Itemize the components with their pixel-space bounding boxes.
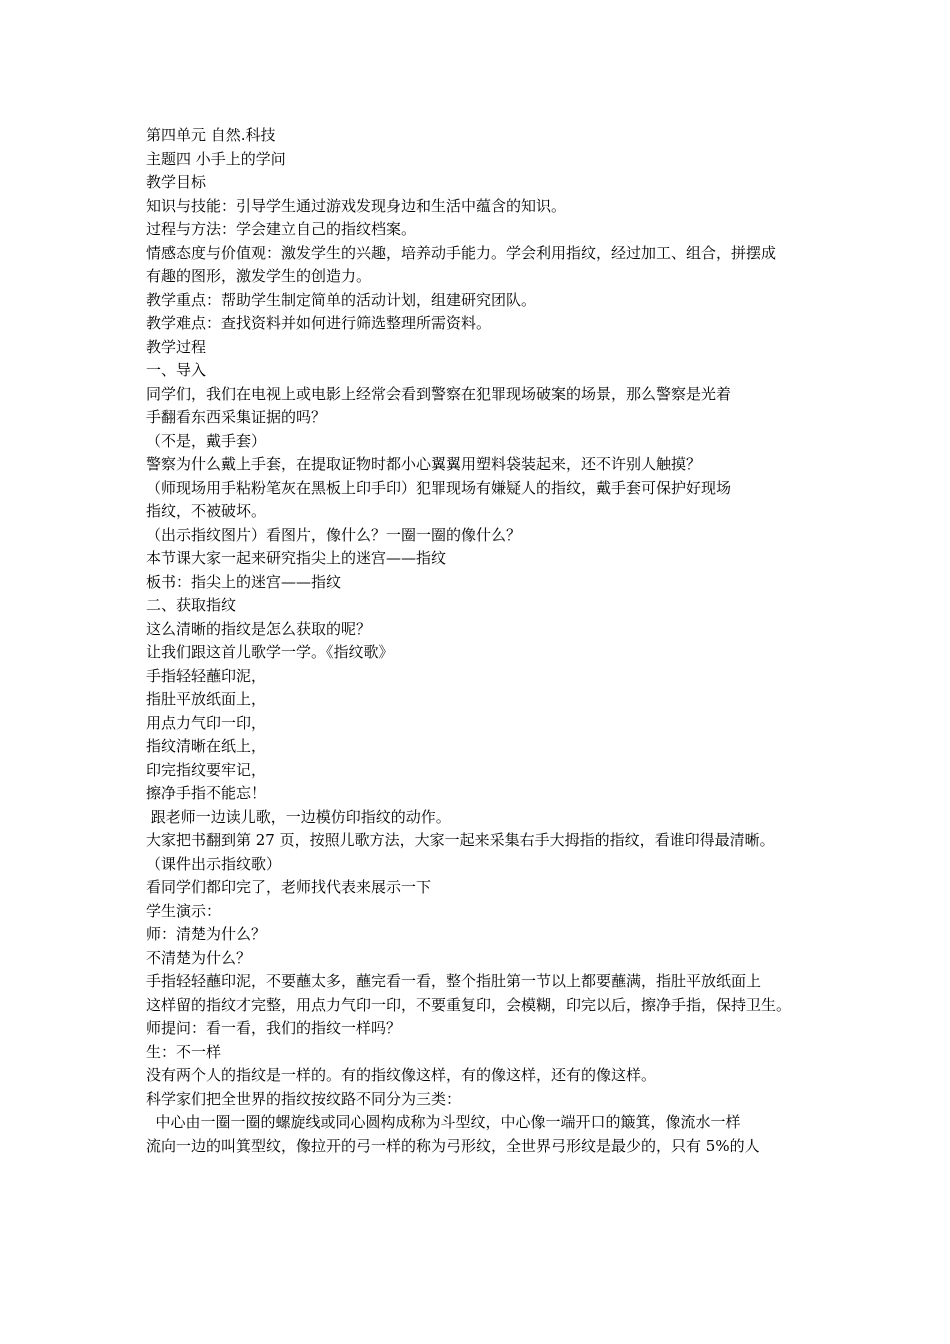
text-line: 同学们，我们在电视上或电影上经常会看到警察在犯罪现场破案的场景，那么警察是光着	[146, 384, 732, 403]
unit-heading: 第四单元 自然.科技	[146, 126, 276, 144]
text-line: 没有两个人的指纹是一样的。有的指纹像这样，有的像这样，还有的像这样。	[146, 1066, 657, 1084]
text-line: （出示指纹图片）看图片，像什么？一圈一圈的像什么？	[146, 525, 522, 544]
text-line: 指纹，不被破坏。	[146, 502, 267, 520]
text-line: 学生演示：	[146, 901, 222, 920]
topic-heading: 主题四 小手上的学问	[146, 149, 286, 168]
text-line: （不是，戴手套）	[146, 431, 267, 450]
poem-line: 手指轻轻蘸印泥，	[146, 666, 267, 685]
subsection-heading: 一、导入	[146, 361, 207, 379]
text-line: 情感态度与价值观：激发学生的兴趣，培养动手能力。学会利用指纹，经过加工、组合，拼摆成	[146, 243, 777, 262]
text-line: 师：清楚为什么？	[146, 925, 267, 943]
subsection-heading: 二、获取指纹	[146, 596, 237, 614]
text-line: 不清楚为什么？	[146, 948, 252, 967]
text-line: 知识与技能：引导学生通过游戏发现身边和生活中蕴含的知识。	[146, 196, 567, 215]
poem-line: 指肚平放纸面上，	[146, 690, 267, 708]
poem-line: 擦净手指不能忘！	[146, 784, 267, 802]
text-line: （课件出示指纹歌）	[146, 854, 282, 873]
text-line: 流向一边的叫箕型纹，像拉开的弓一样的称为弓形纹，全世界弓形纹是最少的，只有 5%的人	[146, 1136, 760, 1155]
poem-line: 印完指纹要牢记，	[146, 760, 267, 779]
document-body	[146, 124, 826, 1158]
text-line: 这样留的指纹才完整，用点力气印一印，不要重复印，会模糊，印完以后，擦净手指，保持卫生。	[146, 995, 792, 1014]
text-line: 有趣的图形，激发学生的创造力。	[146, 267, 372, 285]
text-line: 板书：指尖上的迷宫——指纹	[146, 572, 342, 591]
text-line: 中心由一圈一圈的螺旋线或同心圆构成称为斗型纹，中心像一端开口的簸箕，像流水一样	[146, 1113, 741, 1131]
text-line: 科学家们把全世界的指纹按纹路不同分为三类：	[146, 1089, 462, 1108]
poem-line: 指纹清晰在纸上，	[146, 737, 267, 755]
text-line: 跟老师一边读儿歌，一边模仿印指纹的动作。	[146, 807, 451, 826]
text-line: 警察为什么戴上手套，在提取证物时都小心翼翼用塑料袋装起来，还不许别人触摸？	[146, 455, 702, 473]
text-line: 本节课大家一起来研究指尖上的迷宫——指纹	[146, 549, 447, 567]
text-line: 让我们跟这首儿歌学一学。《指纹歌》	[146, 643, 394, 661]
text-line: 看同学们都印完了，老师找代表来展示一下	[146, 878, 432, 896]
text-line: 手指轻轻蘸印泥，不要蘸太多，蘸完看一看，整个指肚第一节以上都要蘸满，指肚平放纸面上	[146, 972, 762, 990]
text-line: 师提问：看一看，我们的指纹一样吗？	[146, 1019, 402, 1037]
section-heading-objectives: 教学目标	[146, 173, 207, 191]
text-line: 这么清晰的指纹是怎么获取的呢？	[146, 619, 372, 638]
text-line: 教学难点：查找资料并如何进行筛选整理所需资料。	[146, 314, 492, 332]
text-line: 教学重点：帮助学生制定简单的活动计划，组建研究团队。	[146, 290, 537, 309]
poem-line: 用点力气印一印，	[146, 713, 267, 732]
text-line: 生：不一样	[146, 1042, 222, 1061]
text-line: （师现场用手粘粉笔灰在黑板上印手印）犯罪现场有嫌疑人的指纹，戴手套可保护好现场	[146, 478, 732, 497]
text-line: 过程与方法：学会建立自己的指纹档案。	[146, 220, 417, 238]
text-line: 手翻看东西采集证据的吗？	[146, 408, 327, 426]
text-line: 大家把书翻到第 27 页，按照儿歌方法，大家一起来采集右手大拇指的指纹，看谁印得最清晰。	[146, 831, 775, 849]
section-heading-process: 教学过程	[146, 337, 207, 356]
